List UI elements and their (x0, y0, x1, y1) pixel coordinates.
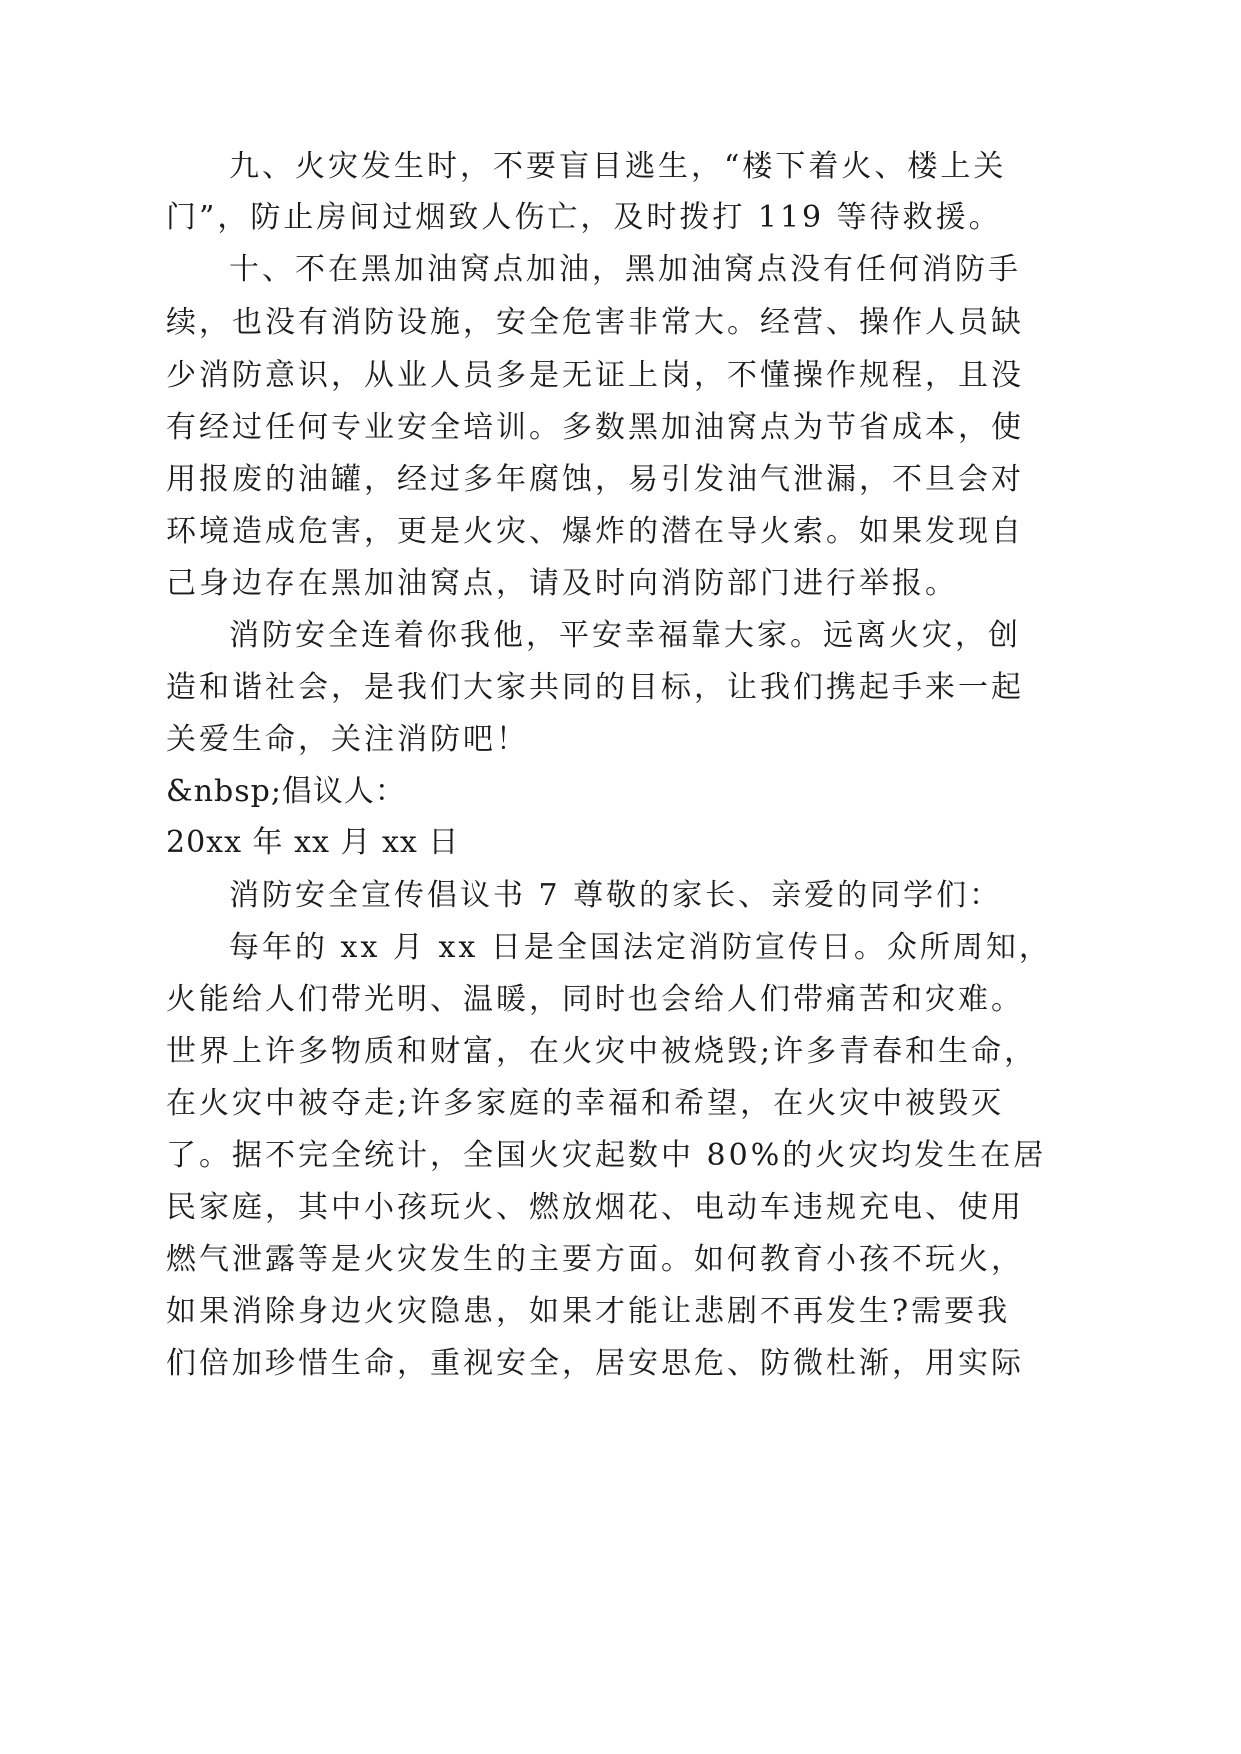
text-line: 民家庭，其中小孩玩火、燃放烟花、电动车违规充电、使用 (166, 1190, 1024, 1225)
text-line: 有经过任何专业安全培训。多数黑加油窝点为节省成本，使 (166, 410, 1024, 445)
text-line: 世界上许多物质和财富，在火灾中被烧毁;许多青春和生命， (166, 1034, 1038, 1069)
signature-label: &nbsp;倡议人： (166, 774, 406, 809)
text-line: 十、不在黑加油窝点加油，黑加油窝点没有任何消防手 (229, 252, 1021, 287)
section-heading: 消防安全宣传倡议书 7 尊敬的家长、亲爱的同学们： (229, 878, 1003, 913)
text-line: 每年的 xx 月 xx 日是全国法定消防宣传日。众所周知， (229, 930, 1052, 965)
text-line: 了。据不完全统计，全国火灾起数中 80%的火灾均发生在居 (166, 1138, 1047, 1173)
text-line: 在火灾中被夺走;许多家庭的幸福和希望，在火灾中被毁灭 (166, 1086, 1005, 1121)
text-line: 关爱生命，关注消防吧！ (166, 722, 529, 757)
text-line: 用报废的油罐，经过多年腐蚀，易引发油气泄漏，不旦会对 (166, 462, 1024, 497)
text-line: 燃气泄露等是火灾发生的主要方面。如何教育小孩不玩火， (166, 1242, 1024, 1277)
text-line: 门”，防止房间过烟致人伤亡，及时拨打 119 等待救援。 (166, 200, 1002, 235)
text-line: 们倍加珍惜生命，重视安全，居安思危、防微杜渐，用实际 (166, 1346, 1024, 1381)
text-line: 续，也没有消防设施，安全危害非常大。经营、操作人员缺 (166, 305, 1024, 340)
text-line: 造和谐社会，是我们大家共同的目标，让我们携起手来一起 (166, 670, 1024, 705)
text-line: 如果消除身边火灾隐患，如果才能让悲剧不再发生?需要我 (166, 1294, 1011, 1329)
text-line: 消防安全连着你我他，平安幸福靠大家。远离火灾，创 (229, 618, 1021, 653)
text-line: 少消防意识，从业人员多是无证上岗，不懂操作规程，且没 (166, 358, 1024, 393)
text-line: 火能给人们带光明、温暖，同时也会给人们带痛苦和灾难。 (166, 982, 1024, 1017)
text-line: 环境造成危害，更是火灾、爆炸的潜在导火索。如果发现自 (166, 514, 1024, 549)
text-line: 九、火灾发生时，不要盲目逃生，“楼下着火、楼上关 (229, 149, 1007, 184)
text-line: 己身边存在黑加油窝点，请及时向消防部门进行举报。 (166, 566, 958, 601)
date-line: 20xx 年 xx 月 xx 日 (166, 825, 460, 860)
